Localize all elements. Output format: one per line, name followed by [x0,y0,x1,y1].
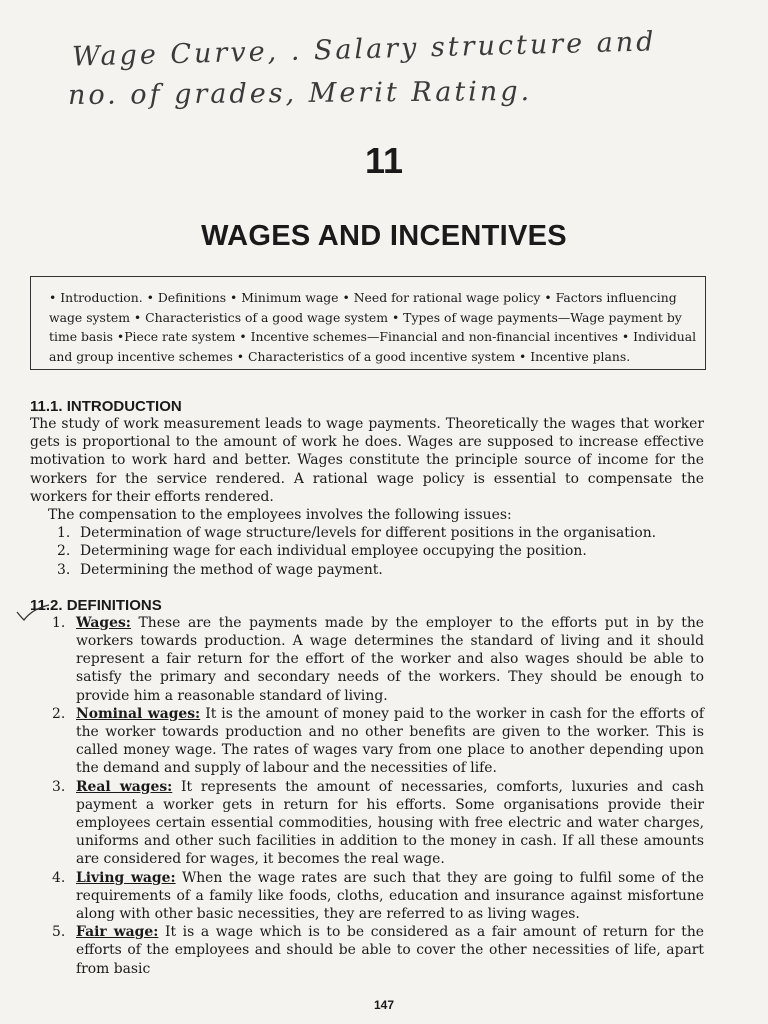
definitions-heading-wrap [30,597,704,614]
handwritten-note-line2: no. of grades, Merit Rating. [67,75,533,112]
definitions-list [30,614,704,978]
list-number: 3. [57,561,71,578]
page-content [30,398,704,978]
list-number: 4. [52,869,66,886]
definition-text: It is a wage which is to be considered as a fair amount of return for the efforts of the employees and should be able to cover the other necessities of life, apart from basic [76,924,704,977]
list-text: Determining wage for each individual employee occupying the position. [80,543,587,560]
definition-term: Fair wage: [76,924,159,941]
definition-term: Wages: [76,614,131,631]
definition-text: When the wage rates are such that they are going to fulfil some of the requirements of a family like foods, cloths, education and insurance against misfortune along with other basic necessities, they are referred to as living wages. [76,869,704,923]
list-number: 3. [52,778,66,795]
list-item [30,542,704,560]
definition-item [30,705,704,778]
topics-line: • Introduction. • Definitions • Minimum wage • Need for rational wage policy • Factors influencing [49,290,677,305]
handwritten-note [0,0,768,140]
definition-term: Real wages: [76,778,173,795]
chapter-title: WAGES AND INCENTIVES [201,220,567,252]
topics-line: time basis •Piece rate system • Incentive schemes—Financial and non-financial incentives • Individual [49,329,697,344]
section-heading-introduction: 11.1. INTRODUCTION [30,398,182,415]
definition-text: It represents the amount of necessaries, comforts, luxuries and cash payment a worker gets in return for his efforts. Some organisations provide their employees certain essential commodities, housing with free electric and water charges, uniforms and other such facilities in addition to the money in cash. If all these amounts are considered for wages, it becomes the real wage. [76,778,704,868]
list-item [30,524,704,542]
chapter-topics-box [30,276,706,370]
definition-term: Nominal wages: [76,705,201,722]
list-number: 2. [57,543,71,560]
list-number: 2. [52,705,66,722]
handwritten-note-line1: Wage Curve, . Salary structure and [71,26,657,73]
page-number: 147 [373,998,395,1012]
definition-term: Living wage: [76,869,176,886]
intro-paragraph: The study of work measurement leads to wage payments. Theoretically the wages that worker gets is proportional to the amount of work he does. Wages are supposed to increase effective motivation to work hard and better. Wages constitute the principle source of income for the workers for the service rendered. A rational wage policy is essential to compensate the workers for their efforts rendered. [30,416,704,505]
section-heading-definitions: 11.2. DEFINITIONS [30,596,162,614]
definition-item [30,778,704,869]
list-text: Determination of wage structure/levels for different positions in the organisation. [80,525,657,542]
topics-line: and group incentive schemes • Characteristics of a good incentive system • Incentive plans. [49,348,631,364]
list-number: 1. [57,525,71,542]
list-text: Determining the method of wage payment. [80,561,383,578]
definition-text: These are the payments made by the employer to the efforts put in by the workers towards production. A wage determines the standard of living and it should represent a fair return for the effort of the worker and also wages should be able to satisfy the primary and secondary needs of the workers. They should be enough to provide him a reasonable standard of living. [76,614,704,704]
intro-issues-lead: The compensation to the employees involves the following issues: [48,507,512,524]
list-number: 1. [52,614,66,631]
issues-list [30,524,704,579]
definition-item [30,869,704,924]
list-item [30,561,704,579]
topics-line: wage system • Characteristics of a good wage system • Types of wage payments—Wage payment by [49,309,682,325]
definition-item [30,614,704,705]
list-number: 5. [52,924,66,941]
definition-text: It is the amount of money paid to the worker in cash for the efforts of the worker towards production and no other benefits are given to the worker. This is called money wage. The rates of wages vary from one place to another depending upon the demand and supply of labour and the necessities of life. [76,705,705,777]
definition-item [30,923,704,978]
chapter-number: 11 [364,140,404,181]
